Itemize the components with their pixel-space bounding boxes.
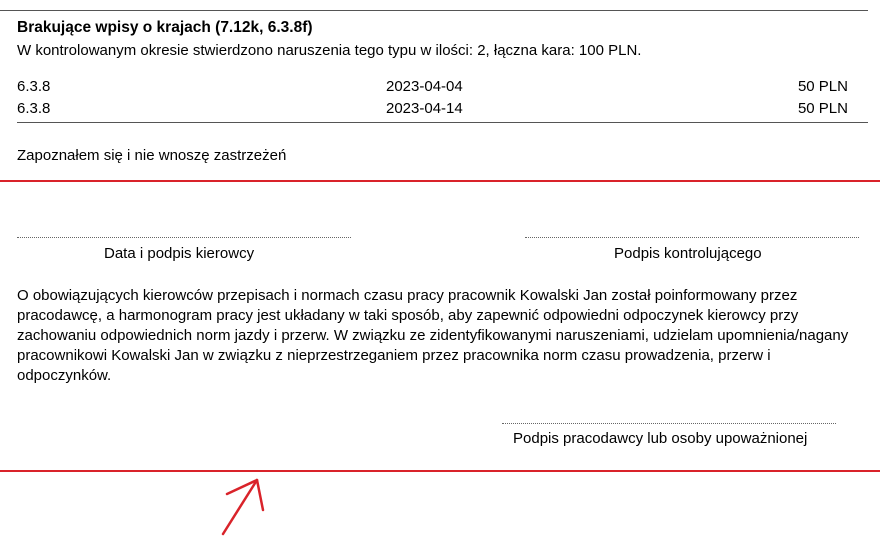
violation-date: 2023-04-14 <box>386 100 463 117</box>
acknowledgement-text: Zapoznałem się i nie wnoszę zastrzeżeń <box>17 147 287 164</box>
violation-amount: 50 PLN <box>797 78 848 95</box>
violation-code: 6.3.8 <box>17 78 51 95</box>
section-title: Brakujące wpisy o krajach (7.12k, 6.3.8f) <box>17 19 313 36</box>
driver-signature-line <box>17 237 351 238</box>
violation-code: 6.3.8 <box>17 100 51 117</box>
driver-signature-label: Data i podpis kierowcy <box>104 245 255 262</box>
red-annotation-line <box>0 180 880 182</box>
violation-amount: 50 PLN <box>797 100 848 117</box>
red-annotation-line <box>0 470 880 472</box>
violation-summary: W kontrolowanym okresie stwierdzono naruszenia tego typu w ilości: 2, łączna kara: 100 PLN. <box>17 42 642 59</box>
inspector-signature-label: Podpis kontrolującego <box>614 245 762 262</box>
employer-signature-line <box>502 423 836 424</box>
instruction-paragraph: O obowiązujących kierowców przepisach i normach czasu pracy pracownik Kowalski Jan został poinformowany przez pracodawcę, a harmonogram pracy jest układany w taki sposób, aby zapewnić odpowiedni odpoczynek kierowcy przy zachowaniu odpowiednich norm jazdy i przerw. W związku ze zidentyfikowanymi naruszeniami, udzielam upomnienia/nagany pracownikowi Kowalski Jan w związku z nieprzestrzeganiem przez pracownika norm czasu prowadzenia, przerw i odpoczynków. <box>17 287 849 384</box>
top-divider <box>0 10 868 11</box>
violation-date: 2023-04-04 <box>386 78 463 95</box>
employer-signature-label: Podpis pracodawcy lub osoby upoważnionej <box>513 430 808 447</box>
inspector-signature-line <box>525 237 859 238</box>
red-arrow-icon <box>215 470 275 540</box>
table-divider <box>17 122 868 123</box>
